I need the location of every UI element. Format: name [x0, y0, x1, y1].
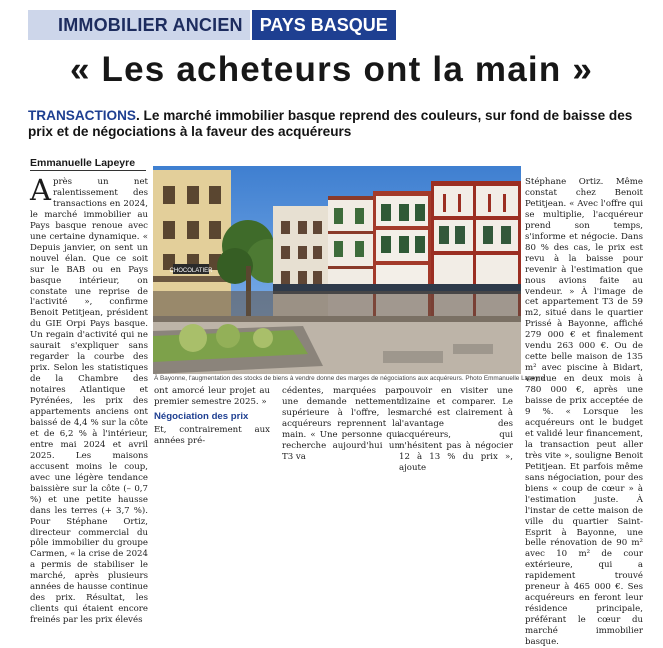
article-column-3: [282, 386, 400, 463]
lead-paragraph: [28, 108, 648, 140]
article-column-1: [30, 173, 148, 626]
article-column-5: [525, 177, 643, 648]
lead-text: . Le marché immobilier basque reprend des couleurs, sur fond de baisse des prix et de négociations à la faveur des acquéreurs: [28, 108, 633, 139]
article-photo: [153, 166, 521, 374]
article-text-col5: Stéphane Ortiz. Même constat chez Benoit Petitjean. « Avec l'offre qui se multiplie, l'acquéreur prend son temps, s'informe et négocie. Dans 80 % des cas, le prix est revu à la baisse pour revenir à l'estimation que nous avions faite au vendeur. » À l'image de cet appartement T3 de 59 m2, situé dans le quartier Prissé à Bayonne, affiché 279 000 € et finalement vendu 263 000 €. Ou de cette belle maison de 135 m² avec piscine à Bidart, vendue en deux mois à 780 000 €, après une baisse de prix acceptée de 9 %. « Lorsque les acquéreurs ont le budget et validé leur financement, la transaction peut aller très vite », souligne Benoit Petitjean. Et parfois même sans négociation, pour des biens « coup de cœur » à l'estimation juste. À l'instar de cette maison de ville du quartier Saint-Esprit à Bayonne, une belle rénovation de 90 m² avec 10 m² de cour extérieure, qui a rapidement trouvé preneur à 465 000 €. Ses acquéreurs en feront leur résidence principale, préférant le cœur du marché immobilier basque.: [525, 177, 643, 648]
byline: Emmanuelle Lapeyre: [30, 157, 146, 171]
dropcap: A: [30, 173, 51, 207]
shop-sign: CHOCOLATIER: [169, 268, 213, 274]
lead-kicker: TRANSACTIONS: [28, 108, 136, 123]
bayonne-street-photo: [153, 166, 521, 374]
headline: « Les acheteurs ont la main »: [69, 50, 594, 89]
article-text-col3: cédentes, marquées par une demande nettement supérieure à l'offre, les acquéreurs reprennent la main. « Une personne qui recherche aujourd'hui un T3 va: [282, 386, 400, 462]
article-text-col2a: ont amorcé leur projet au premier semestre 2025. »: [154, 386, 270, 407]
article-text-col1: près un net ralentissement des transactions en 2024, le marché immobilier au Pays basque renoue avec une certaine dynamique. « Depuis janvier, on sent un nouvel élan. Que ce soit sur le BAB ou en Pays basque intérieur, on constate une reprise de l'activité », confirme Benoit Petitjean, président du GIE Orpi Pays basque. Un regain d'activité qui ne saurait s'expliquer sans regarder la courbe des prix. Selon les statistiques de la Chambre des notaires Atlantique et Pyrénées, les prix des appartements anciens ont baissé de 4,4 % sur la côte et de 6,2 % à l'intérieur, entre mai 2024 et avril 2025. Les maisons accusent moins le coup, avec une légère tendance baissière sur la côte (– 0,7 %) et une petite hausse dans les terres (+ 3,7 %). Pour Stéphane Ortiz, directeur commercial du pôle immobilier du groupe Carmen, « la crise de 2024 a permis de stabiliser le marché, après plusieurs années de hausse continue des prix. Résultat, les clients qui étaient encore freinés par les prix élevés: [30, 177, 148, 626]
section-rubric: [28, 10, 396, 40]
subheading: Négociation des prix: [154, 410, 249, 422]
article-text-col4: pouvoir en visiter une dizaine et comparer. Le marché est clairement à l'avantage des acquéreurs, qui n'hésitent pas à négocier 12 à 13 % du prix », ajoute: [399, 386, 513, 473]
article-column-2: [154, 386, 270, 447]
rubric-region: PAYS BASQUE: [252, 10, 396, 40]
article-text-col2b: Et, contrairement aux années pré-: [154, 424, 270, 446]
article-column-4: [399, 386, 513, 474]
photo-caption: À Bayonne, l'augmentation des stocks de biens à vendre donne des marges de négociations aux acquéreurs. Photo Emmanuelle Lapeyre: [154, 375, 545, 382]
rubric-section: IMMOBILIER ANCIEN: [28, 10, 250, 40]
